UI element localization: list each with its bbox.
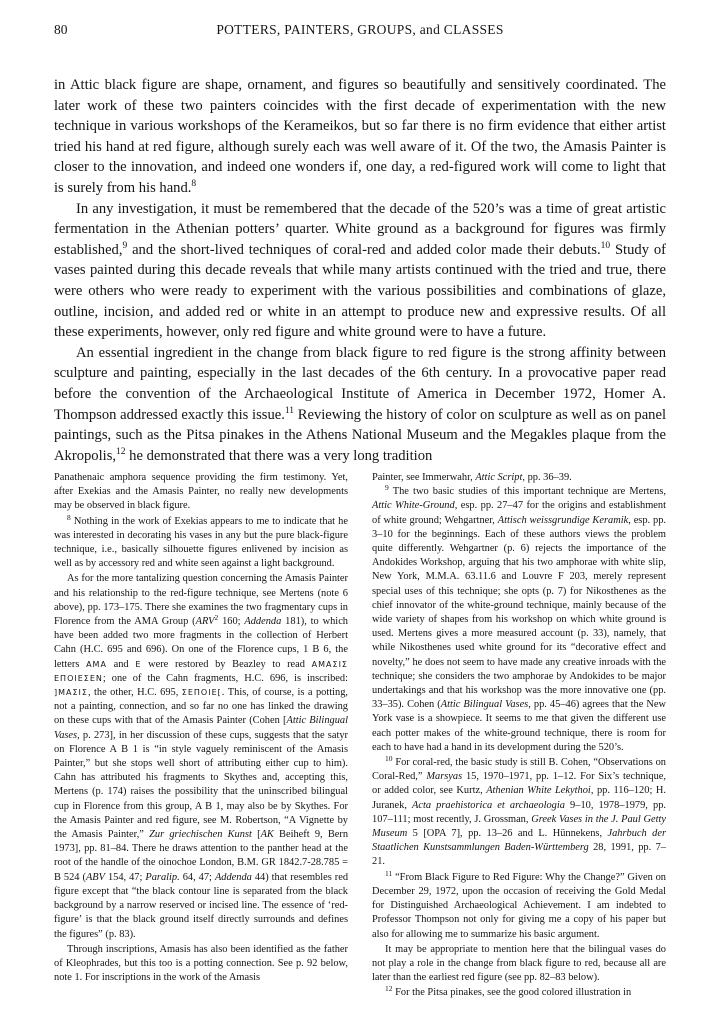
paragraph-2: In any investigation, it must be remembered that the decade of the 520’s was a time of great artistic fermentation in the Athenian potters’ quarter. White ground as a background for figures was firmly established,$^9$ and the short-lived techniques of coral-red and added color made their debuts.$^{10}$ Study of vases painted during this decade reveals that while many artists continued with the tried and true, there were others who were ready to experiment with the various possibilities and combinations of glaze, outline, incision, and added red or white in an attempt to produce new and expressive results. Of all these experiments, however, only red figure and white ground were to have a future. [54, 200, 666, 341]
footnote-8-paragraph-3: Through inscriptions, Amasis has also been identified as the father of Kleophrades, but this too is a potting connection. See p. 92 below, note 1. For inscriptions in the work of the Amasis [54, 943, 348, 984]
greek-inscription: ΑΜΑΣΙΣ ΕΠΟΙΕΣΕΝ [54, 659, 348, 683]
page-header [54, 22, 666, 44]
footnote-11: $^{11}$ “From Black Figure to Red Figure: Why the Change?” Given on December 29, 1972, upon the occasion of receiving the Gold Medal for Distinguished Archaeological Achievement. I am indebted to Professor Thompson not only for giving me a copy of his paper but also for allowing me to summarize his basic argument. [372, 868, 666, 940]
footnote-9: $^9$ The two basic studies of this important technique are Mertens, Attic White-Ground, esp. pp. 27–47 for the origins and establishment of white ground; Wehgartner, Attisch weissgrundige Keramik, esp. pp. 3–10 for the beginnings. Each of these authors views the problem quite differently. Wehgartner (p. 6) rejects the importance of the Andokides Workshop, arguing that his two amphorae with white slip, New York, M.M.A. 63.11.6 and Louvre F 203, merely represent special uses of this technique; she opts (p. 7) for Nikosthenes as the chief innovator of the white-ground technique, mainly because of the wide variety of shapes from his workshop on which white ground is used. Mertens gives a more measured account (p. 33), namely, that while Nikosthenes used white ground for its “decorative effect and novelty,” he does not seem to have made any creative inroads with the technique; she considers the two amphorae by Andokides to be major undertakings and that his workshop was the more innovative one (pp. 33–35). Cohen (Attic Bilingual Vases, pp. 45–46) agrees that the New York vase is a showpiece. It seems to me that given the different use each potter makes of the white-ground technique, there is room for each to have had a hand in its development during the 520’s. [372, 483, 667, 753]
footnotes-right-column [372, 471, 666, 1001]
footnote-ref-12[interactable]: 12 [116, 446, 126, 457]
running-title: POTTERS, PAINTERS, GROUPS, and CLASSES [216, 22, 504, 37]
footnote-11-paragraph-2: It may be appropriate to mention here that the bilingual vases do not play a role in the change from black figure to red, because all are later than the earliest red figure (see pp. 82–83 below). [372, 943, 666, 984]
greek-inscription: ΑΜΑ [86, 659, 107, 669]
footnote-ref-8[interactable]: 8 [191, 178, 197, 189]
main-text [54, 75, 666, 466]
greek-inscription: ΣΕΠΟΙΕ[ [181, 688, 222, 698]
footnotes [54, 471, 666, 1001]
greek-inscription: Ε [135, 659, 142, 669]
footnote-ref-10[interactable]: 10 [600, 240, 611, 251]
footnote-8-paragraph-2: As for the more tantalizing question concerning the Amasis Painter and his relationship to the red-figure technique, see Mertens (note 6 above), pp. 173–175. There she examines the two fragmentary cups in Florence from the AMA Group (ARV$^2$ 160; Addenda 181), to which have been added two more fragments in the collection of Herbert Cahn (H.C. 695 and 696). On one of the Florence cups, 1 B 6, the letters ΑΜΑ and Ε were restored by Beazley to read ΑΜΑΣΙΣ ΕΠΟΙΕΣΕΝ; one of the Cahn fragments, H.C. 696, is inscribed: ]ΜΑΣΙΣ, the other, H.C. 695, ΣΕΠΟΙΕ[. This, of course, is a potting, not a painting, connection, and so far no one has linked the drawing on these cups with that of the Amasis Painter (Cohen [Attic Bilingual Vases, p. 273], in her discussion of these cups, suggests that the satyr on Florence A B 1 is “in style vaguely reminiscent of the Amasis Painter,” but she stops well short of attributing either cup to him). Cahn has attributed his fragments to Skythes and, accepting this, Mertens (p. 174) raises the possibility that the uninscribed bilingual cup in Florence from this group, A B 1, may also be by Skythes. For the Amasis Painter and red figure, see M. Robertson, “A Vignette by the Amasis Painter,” Zur griechischen Kunst [AK Beiheft 9, Bern 1973], pp. 81–84. There he draws attention to the panther head at the root of the handle of the oinochoe London, B.M. GR 1842.7-28.785 = B 524 (ABV 154, 47; Paralip. 64, 47; Addenda 44) that resembles red figure except that “the black contour line is separated from the black background by a narrow reserved or incised line. The essence of ‘red-figure’ is that the black ground itself directly surrounds and defines the figures” (p. 83). [54, 573, 349, 940]
footnote-10: $^{10}$ For coral-red, the basic study is still B. Cohen, “Observations on Coral-Red,” Marsyas 15, 1970–1971, pp. 1–12. For Six’s technique, or added color, see Kurtz, Athenian White Lekythoi, pp. 116–120; H. Juranek, Acta praehistorica et archaeologia 9–10, 1978–1979, pp. 107–111; most recently, J. Grossman, Greek Vases in the J. Paul Getty Museum 5 [OPA 7], pp. 13–26 and L. Hünnekens, Jahrbuch der Staatlichen Kunstsammlungen Baden-Württemberg 28, 1991, pp. 7–21. [372, 754, 666, 868]
paragraph-1: in Attic black figure are shape, ornament, and figures so beautifully and sensitively coordinated. The later work of these two painters coincides with the first decade of experimentation with the new technique in various workshops of the Kerameikos, but so far there is no firm evidence that either artist tried his hand at red figure, although surely each was well aware of it. Of the two, the Amasis Painter is closer to the innovation, and indeed one wonders if, one day, a red-figured work will come to light that is surely from his hand.$^8$ [54, 77, 666, 196]
paragraph-3: An essential ingredient in the change from black figure to red figure is the strong affinity between sculpture and painting, especially in the last decades of the 6th century. In a provocative paper read before the convention of the Archaeological Institute of America in December 1972, Homer A. Thompson addressed exactly this issue.$^{11}$ Reviewing the history of color on sculpture as well as on panel paintings, such as the Pitsa pinakes in the Athens National Museum and the Megakles plaque from the Akropolis,$^{12}$ he demonstrated that there was a very long tradition [54, 344, 667, 464]
footnote-12: $^{12}$ For the Pitsa pinakes, see the good colored illustration in [385, 984, 632, 999]
page-number: 80 [54, 22, 68, 37]
footnote-ref-11[interactable]: 11 [284, 405, 295, 416]
footnotes-left-column [54, 471, 348, 1001]
greek-inscription: ]ΜΑΣΙΣ [54, 688, 88, 698]
footnote-continuation: Painter, see Immerwahr, Attic Script, pp. 36–39. [372, 472, 572, 483]
footnote-ref-9[interactable]: 9 [122, 240, 128, 251]
footnote-continuation: Panathenaic amphora sequence providing the firm testimony. Yet, after Exekias and the Amasis Painter, no really new developments may be observed in black figure. [54, 472, 348, 512]
footnote-8: $^8$ Nothing in the work of Exekias appears to me to indicate that he was interested in decorating his vases in any but the pure black-figure technique, i.e., basically silhouette figures enlivened by incision as well as by accessory red and white seen against a light background. [54, 512, 348, 570]
